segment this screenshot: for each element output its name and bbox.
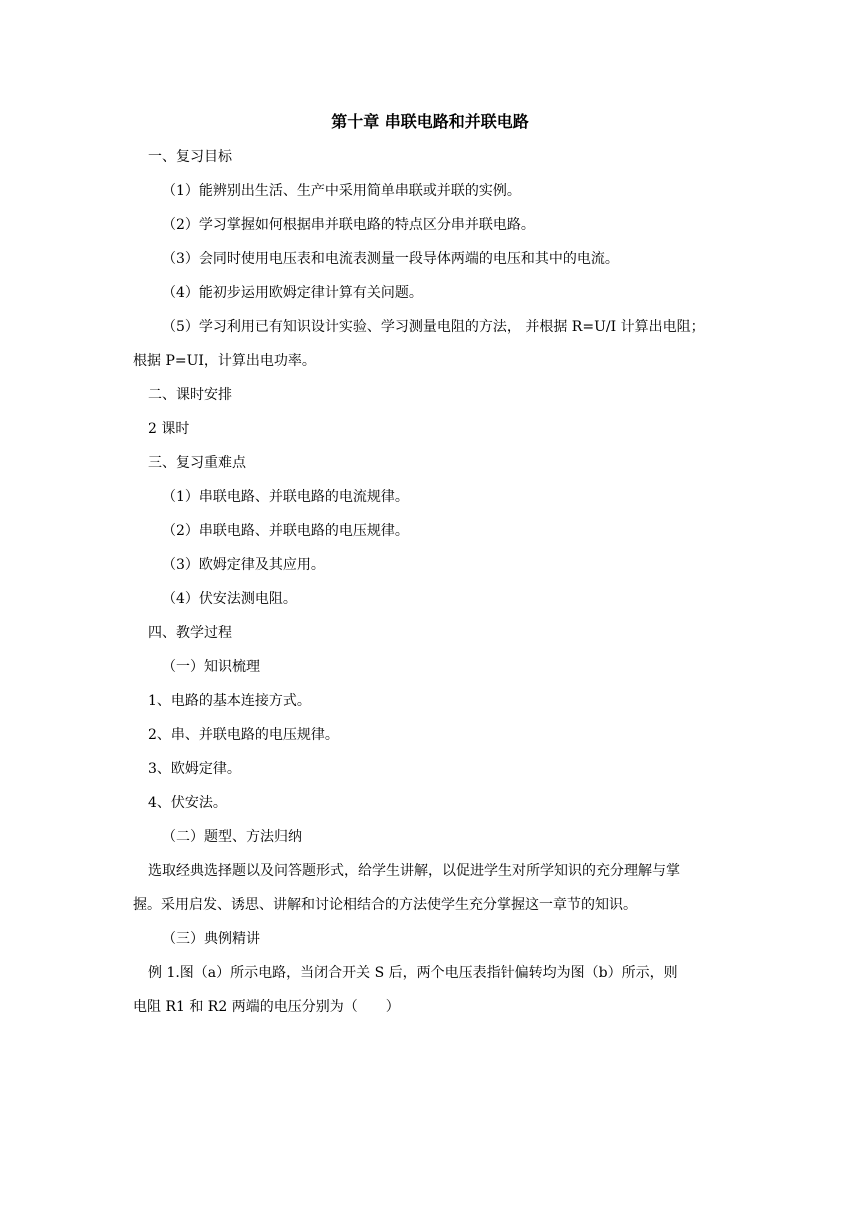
knowledge-item-3: 3、欧姆定律。 (148, 761, 241, 777)
section-heading-teaching-process: 四、教学过程 (148, 625, 232, 641)
key-point-3: （3）欧姆定律及其应用。 (162, 557, 325, 573)
goal-item-1: （1）能辨别出生活、生产中采用简单串联或并联的实例。 (162, 183, 521, 199)
subsection-heading-methods: （二）题型、方法归纳 (162, 829, 302, 845)
section-heading-schedule: 二、课时安排 (148, 387, 232, 403)
example-1-line-1: 例 1.图（a）所示电路，当闭合开关 S 后，两个电压表指针偏转均为图（b）所示，则 (148, 965, 678, 981)
schedule-text: 2 课时 (148, 421, 190, 437)
subsection-heading-knowledge: （一）知识梳理 (162, 659, 260, 675)
goal-item-2: （2）学习掌握如何根据串并联电路的特点区分串并联电路。 (162, 217, 535, 233)
section-heading-review-goals: 一、复习目标 (148, 149, 232, 165)
goal-item-3: （3）会同时使用电压表和电流表测量一段导体两端的电压和其中的电流。 (162, 251, 619, 267)
knowledge-item-1: 1、电路的基本连接方式。 (148, 693, 311, 709)
key-point-1: （1）串联电路、并联电路的电流规律。 (162, 489, 409, 505)
page-title: 第十章 串联电路和并联电路 (331, 112, 529, 131)
key-point-2: （2）串联电路、并联电路的电压规律。 (162, 523, 409, 539)
goal-item-5: （5）学习利用已有知识设计实验、学习测量电阻的方法， 并根据 R=U/I 计算出电阻； (162, 319, 705, 335)
methods-paragraph-line-1: 选取经典选择题以及问答题形式，给学生讲解，以促进学生对所学知识的充分理解与掌 (148, 863, 680, 879)
key-point-4: （4）伏安法测电阻。 (162, 591, 297, 607)
goal-item-5-continued: 根据 P=UI，计算出电功率。 (133, 353, 316, 369)
subsection-heading-examples: （三）典例精讲 (162, 931, 260, 947)
methods-paragraph-line-2: 握。采用启发、诱思、讲解和讨论相结合的方法使学生充分掌握这一章节的知识。 (133, 897, 637, 913)
section-heading-key-points: 三、复习重难点 (148, 455, 246, 471)
goal-item-4: （4）能初步运用欧姆定律计算有关问题。 (162, 285, 423, 301)
example-1-line-2: 电阻 R1 和 R2 两端的电压分别为（ ） (133, 999, 400, 1015)
knowledge-item-4: 4、伏安法。 (148, 795, 227, 811)
knowledge-item-2: 2、串、并联电路的电压规律。 (148, 727, 339, 743)
